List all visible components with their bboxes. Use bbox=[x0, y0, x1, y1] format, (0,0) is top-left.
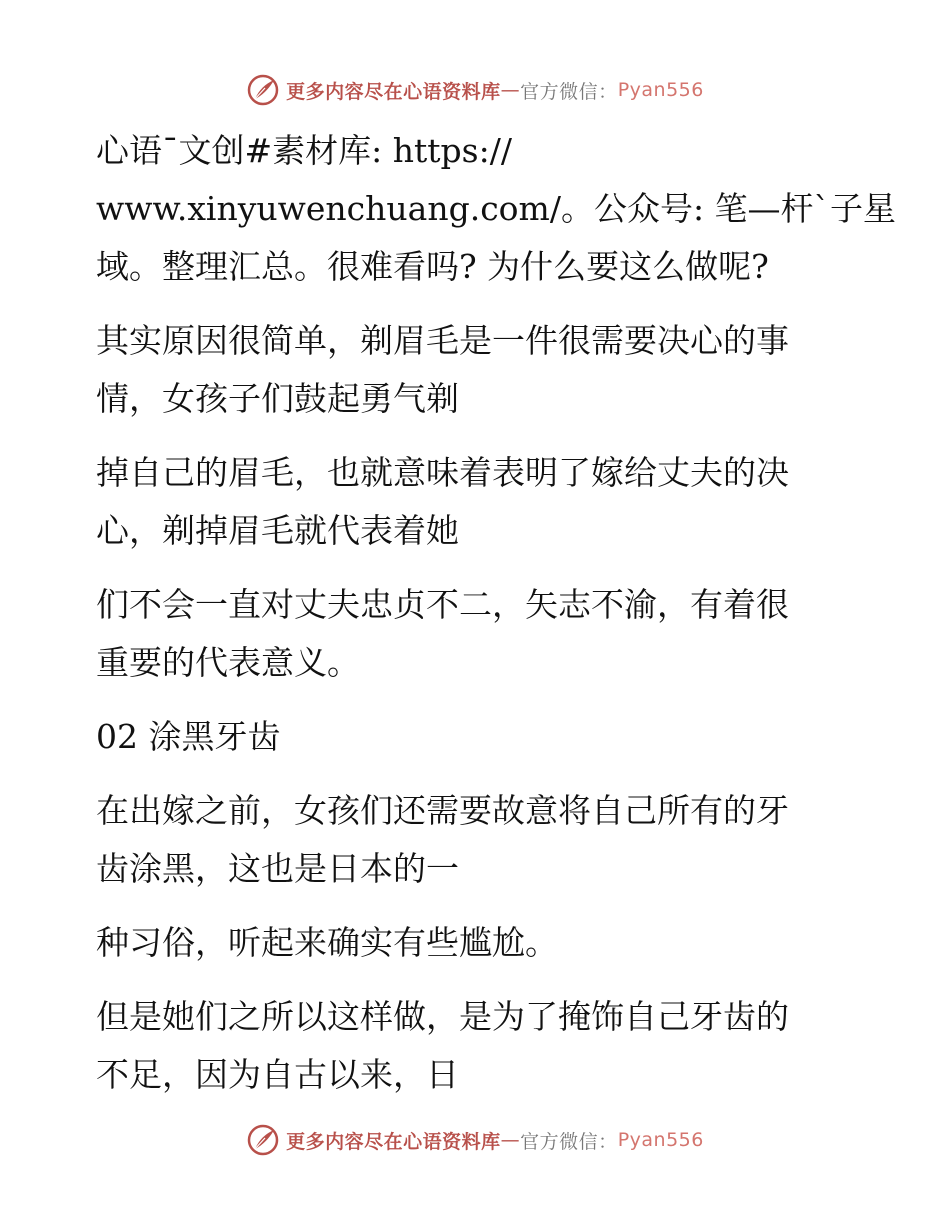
text-line: www.xinyuwenchuang.com/。公众号: 笔—杆`子星 bbox=[96, 189, 897, 228]
paragraph bbox=[96, 914, 856, 972]
paragraph bbox=[96, 782, 856, 898]
feather-logo-icon bbox=[246, 73, 280, 107]
text-line: 02 涂黑牙齿 bbox=[96, 717, 281, 756]
text-line: 但是她们之所以这样做，是为了掩饰自己牙齿的 bbox=[96, 997, 789, 1036]
header-wechat-id: Pyan556 bbox=[617, 79, 704, 101]
section-heading bbox=[96, 708, 856, 766]
text-line: 在出嫁之前，女孩们还需要故意将自己所有的牙 bbox=[96, 791, 789, 830]
text-line: 种习俗，听起来确实有些尴尬。 bbox=[96, 923, 558, 962]
header-watermark bbox=[0, 72, 950, 108]
paragraph bbox=[96, 988, 856, 1104]
text-line: 们不会一直对丈夫忠贞不二，矢志不渝，有着很 bbox=[96, 585, 789, 624]
paragraph bbox=[96, 312, 856, 428]
feather-logo-icon bbox=[246, 1123, 280, 1157]
paragraph bbox=[96, 444, 856, 560]
text-line: 掉自己的眉毛，也就意味着表明了嫁给丈夫的决 bbox=[96, 453, 789, 492]
header-label: 官方微信： bbox=[520, 80, 618, 103]
text-line: 齿涂黑，这也是日本的一 bbox=[96, 849, 459, 888]
header-separator: — bbox=[500, 79, 521, 101]
footer-brand: 更多内容尽在心语资料库 bbox=[286, 1130, 501, 1153]
text-line: 其实原因很简单，剃眉毛是一件很需要决心的事 bbox=[96, 321, 789, 360]
footer-separator: — bbox=[500, 1129, 521, 1151]
text-line: 域。整理汇总。很难看吗? 为什么要这么做呢? bbox=[96, 247, 769, 286]
document-body bbox=[96, 122, 897, 1120]
text-line: 心，剃掉眉毛就代表着她 bbox=[96, 511, 459, 550]
text-line: 心语¯文创#素材库: https:// bbox=[96, 131, 512, 170]
text-line: 重要的代表意义。 bbox=[96, 643, 360, 682]
footer-wechat-id: Pyan556 bbox=[617, 1129, 704, 1151]
paragraph bbox=[96, 122, 897, 296]
header-brand: 更多内容尽在心语资料库 bbox=[286, 80, 501, 103]
text-line: 情，女孩子们鼓起勇气剃 bbox=[96, 379, 459, 418]
footer-label: 官方微信： bbox=[520, 1130, 618, 1153]
text-line: 不足，因为自古以来，日 bbox=[96, 1055, 459, 1094]
footer-watermark bbox=[0, 1122, 950, 1158]
paragraph bbox=[96, 576, 856, 692]
